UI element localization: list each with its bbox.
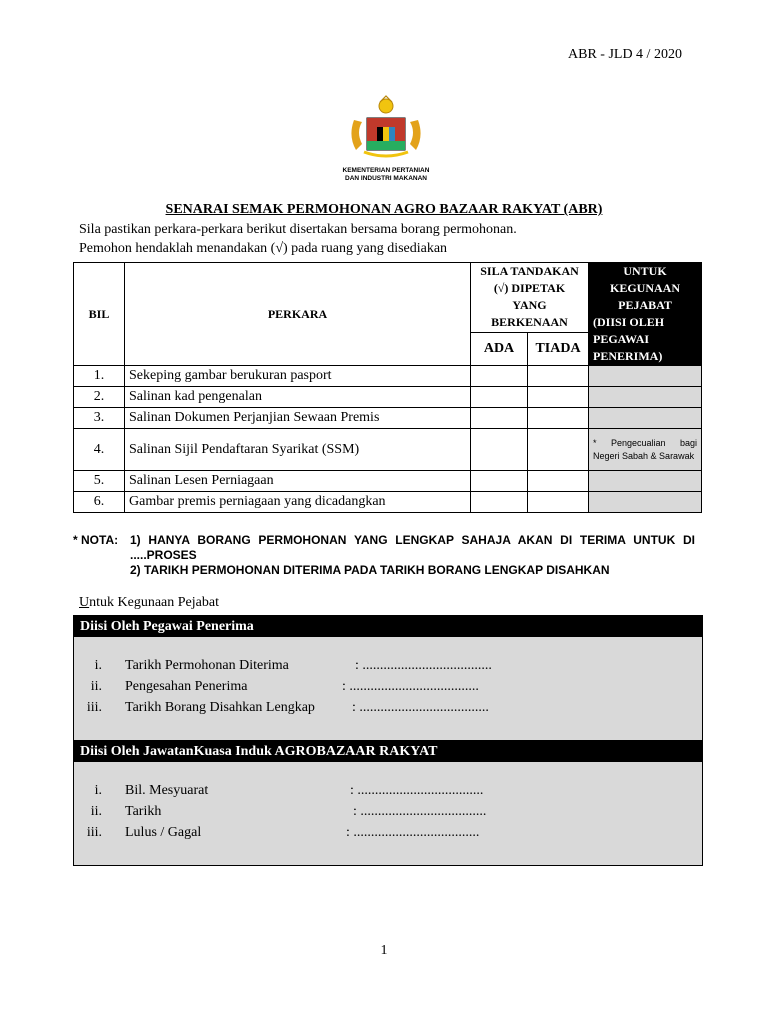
committee-row: iii. Lulus / Gagal : .................................... (74, 823, 702, 843)
nota-line-2: 2) TARIKH PERMOHONAN DITERIMA PADA TARIKH BORANG LENGKAP DISAHKAN (130, 563, 610, 577)
officer-section-title: Diisi Oleh Pegawai Penerima (74, 616, 702, 637)
row-number: 6. (74, 492, 125, 513)
office-use-caption: Untuk Kegunaan Pejabat (79, 595, 219, 610)
page-number: 1 (380, 943, 388, 958)
office-use-cell (589, 492, 702, 513)
officer-section (73, 615, 703, 743)
ada-checkbox-cell[interactable] (471, 408, 528, 429)
nota-label: * NOTA: (73, 533, 119, 547)
office-exception-note: * Pengecualian bagi Negeri Sabah & Sarawak (589, 429, 702, 471)
date-verified-field[interactable]: : ..................................... (352, 700, 489, 715)
row-item: Salinan Sijil Pendaftaran Syarikat (SSM) (125, 429, 471, 471)
coat-of-arms-logo (340, 92, 432, 184)
committee-section-title: Diisi Oleh JawatanKuasa Induk AGROBAZAAR RAKYAT (74, 741, 702, 762)
row-number: 4. (74, 429, 125, 471)
office-use-cell (589, 366, 702, 387)
nota-line-1: 1) HANYA BORANG PERMOHONAN YANG LENGKAP SAHAJA AKAN DI TERIMA UNTUK DI .....PROSES (130, 533, 695, 562)
checklist-row (74, 408, 702, 429)
intro-line-1: Sila pastikan perkara-perkara berikut disertakan bersama borang permohonan. (79, 222, 517, 237)
tiada-checkbox-cell[interactable] (528, 471, 589, 492)
row-item: Sekeping gambar berukuran pasport (125, 366, 471, 387)
row-item: Gambar premis perniagaan yang dicadangkan (125, 492, 471, 513)
date-received-field[interactable]: : ..................................... (355, 658, 492, 673)
nota-section (73, 533, 695, 578)
header-tiada: TIADA (528, 332, 589, 365)
row-number: 3. (74, 408, 125, 429)
checklist-row (74, 471, 702, 492)
checklist-table (73, 262, 702, 513)
logo-text-line1: KEMENTERIAN PERTANIAN (342, 167, 430, 174)
meeting-date-field[interactable]: : .................................... (353, 804, 487, 819)
document-reference: ABR - JLD 4 / 2020 (568, 47, 682, 62)
ada-checkbox-cell[interactable] (471, 471, 528, 492)
officer-row: i. Tarikh Permohonan Diterima : ..................................... (74, 656, 702, 676)
receiver-verification-field[interactable]: : ..................................... (342, 679, 479, 694)
tiada-checkbox-cell[interactable] (528, 408, 589, 429)
header-sila-tandakan: SILA TANDAKAN (√) DIPETAK YANG BERKENAAN (471, 263, 589, 333)
ada-checkbox-cell[interactable] (471, 366, 528, 387)
tiada-checkbox-cell[interactable] (528, 492, 589, 513)
header-untuk-kegunaan-pejabat: UNTUK KEGUNAAN PEJABAT (DIISI OLEH PEGAWAI PENERIMA) (589, 263, 702, 366)
form-title: SENARAI SEMAK PERMOHONAN AGRO BAZAAR RAKYAT (ABR) (165, 202, 603, 217)
row-number: 5. (74, 471, 125, 492)
tiada-checkbox-cell[interactable] (528, 366, 589, 387)
checklist-row (74, 429, 702, 471)
ada-checkbox-cell[interactable] (471, 429, 528, 471)
ada-checkbox-cell[interactable] (471, 387, 528, 408)
officer-row: iii. Tarikh Borang Disahkan Lengkap : ..................................... (74, 698, 702, 718)
pass-fail-field[interactable]: : .................................... (346, 825, 480, 840)
header-perkara: PERKARA (125, 263, 471, 366)
office-use-cell (589, 471, 702, 492)
meeting-number-field[interactable]: : .................................... (350, 783, 484, 798)
checklist-row (74, 492, 702, 513)
header-ada: ADA (471, 332, 528, 365)
tiada-checkbox-cell[interactable] (528, 387, 589, 408)
ada-checkbox-cell[interactable] (471, 492, 528, 513)
header-bil: BIL (74, 263, 125, 366)
office-use-cell (589, 387, 702, 408)
row-number: 2. (74, 387, 125, 408)
office-use-cell (589, 408, 702, 429)
row-item: Salinan Lesen Perniagaan (125, 471, 471, 492)
row-number: 1. (74, 366, 125, 387)
intro-line-2: Pemohon hendaklah menandakan (√) pada ruang yang disediakan (79, 241, 448, 256)
checklist-row (74, 366, 702, 387)
committee-section (73, 740, 703, 866)
committee-row: ii. Tarikh : .................................... (74, 802, 702, 822)
checklist-row (74, 387, 702, 408)
logo-text-line2: DAN INDUSTRI MAKANAN (345, 175, 427, 182)
row-item: Salinan kad pengenalan (125, 387, 471, 408)
row-item: Salinan Dokumen Perjanjian Sewaan Premis (125, 408, 471, 429)
committee-row: i. Bil. Mesyuarat : .................................... (74, 781, 702, 801)
officer-row: ii. Pengesahan Penerima : ..................................... (74, 677, 702, 697)
tiada-checkbox-cell[interactable] (528, 429, 589, 471)
